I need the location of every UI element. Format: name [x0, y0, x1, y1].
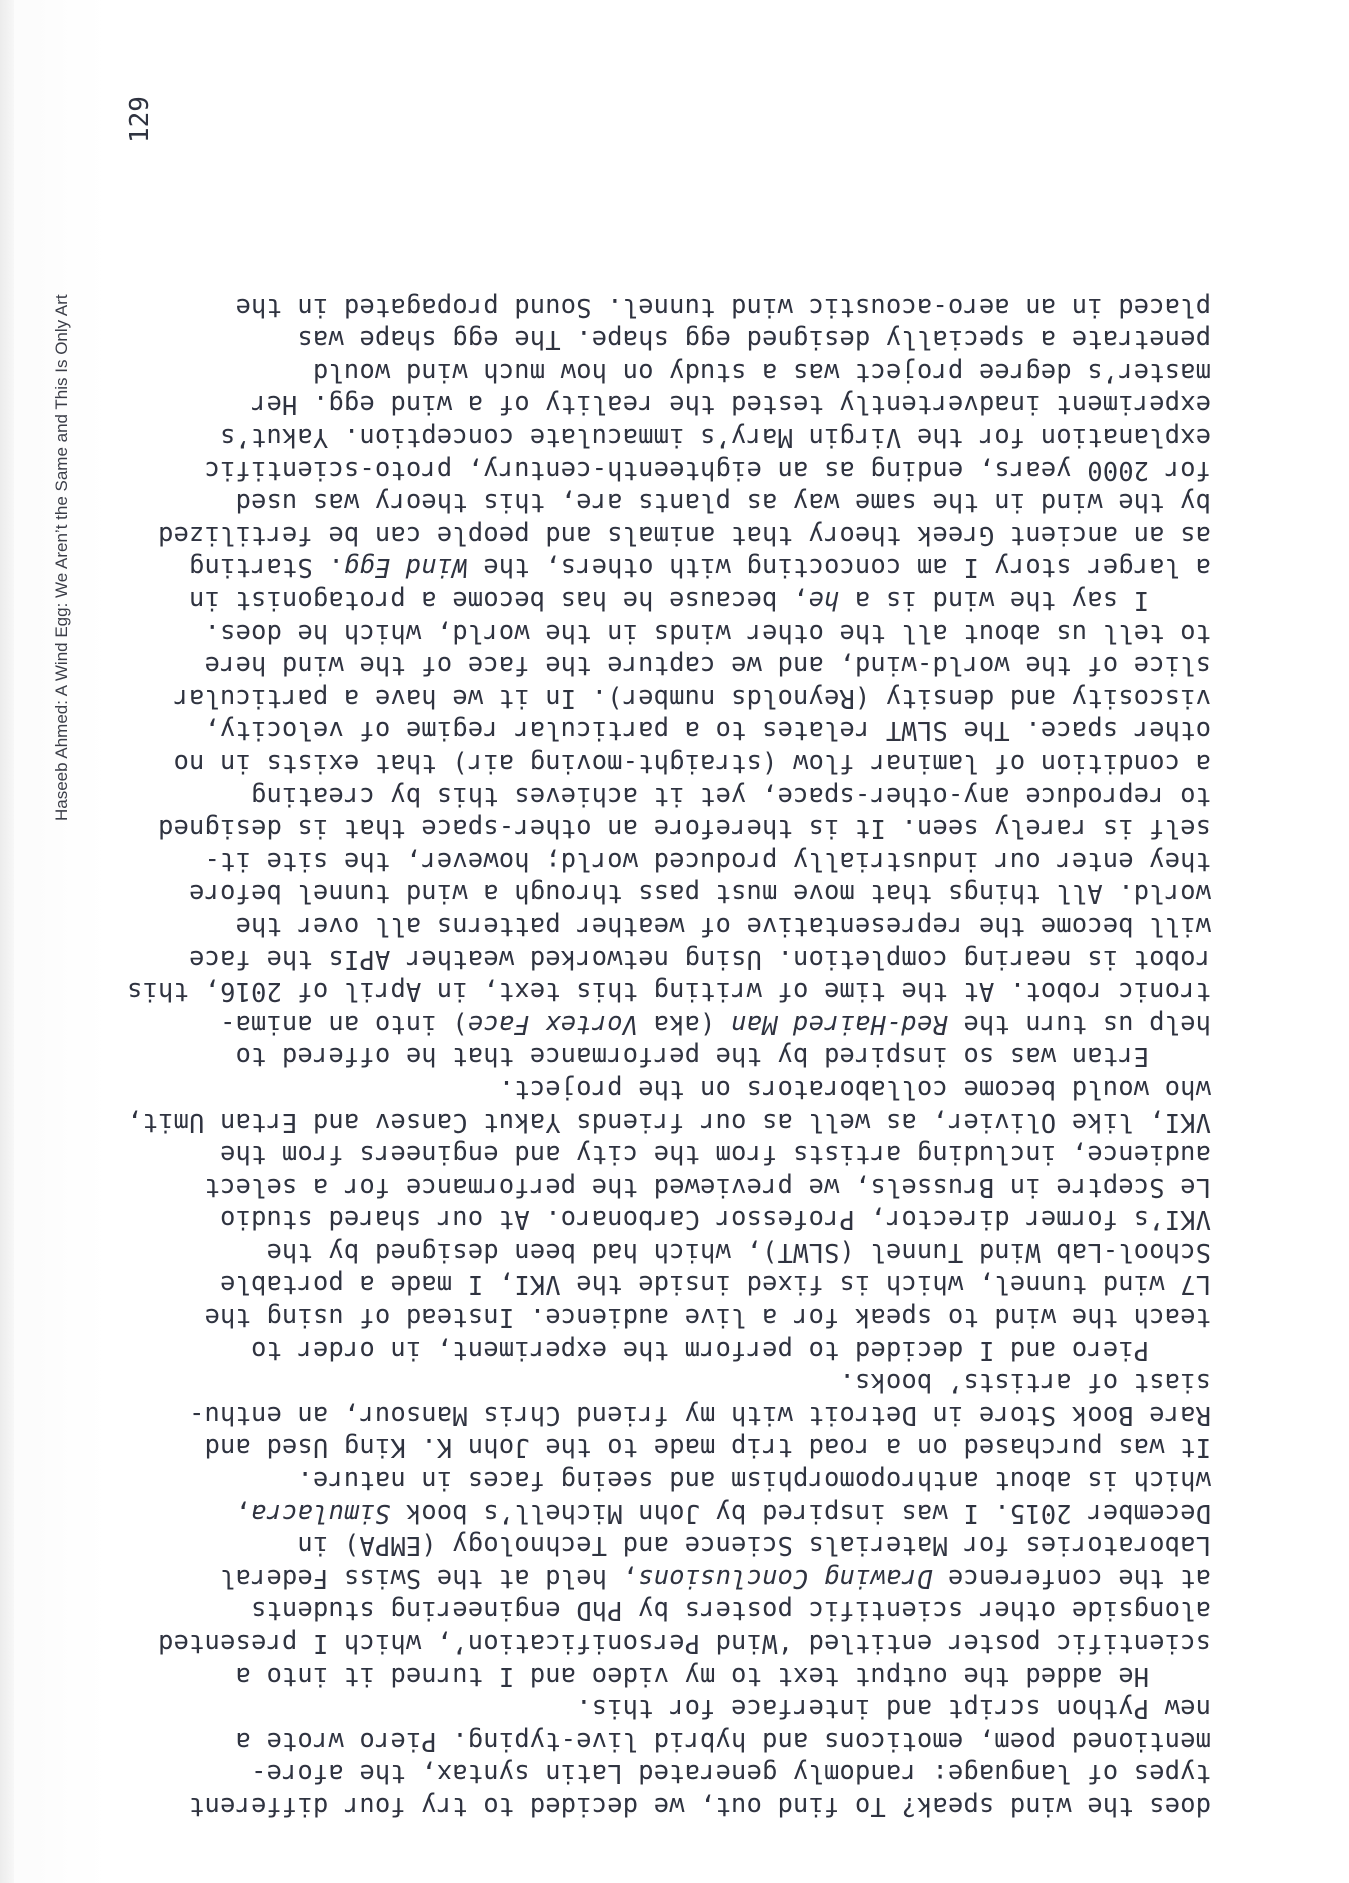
- text-line: alongside other scientific posters by PhD engineering students: [250, 1596, 1211, 1627]
- text-line: slice of the world-wind, and we capture the face of the wind here: [204, 651, 1211, 682]
- text-line: Rare Book Store in Detroit with my friend Chris Mansour, an enthu-: [188, 1400, 1211, 1431]
- text-line: VKI, like Olivier, as well as our friends Yakut Cansev and Ertan Umit,: [126, 1107, 1211, 1138]
- text-line: siast of artists’ books.: [839, 1368, 1211, 1399]
- text-line: VKI’s former director, Professor Carbonaro. At our shared studio: [219, 1205, 1211, 1236]
- text-line: Piero and I decided to perform the experiment, in order to: [250, 1335, 1211, 1366]
- text-line: It was purchased on a road trip made to the John K. King Used and: [204, 1433, 1211, 1464]
- text-line: does the wind speak? To find out, we decided to try four different: [188, 1792, 1211, 1822]
- text-line: master’s degree project was a study on how much wind would: [312, 357, 1211, 388]
- text-line: tronic robot. At the time of writing this text, in April of 2016, this: [126, 977, 1211, 1008]
- text-line: School-Lab Wind Tunnel (SLWT), which had been designed by the: [266, 1237, 1211, 1268]
- text-line: Le Sceptre in Brussels, we previewed the performance for a select: [204, 1172, 1211, 1203]
- text-line: L7 wind tunnel, which is fixed inside the VKI, I made a portable: [219, 1270, 1211, 1301]
- running-head: Haseeb Ahmed: A Wind Egg: We Aren’t the Same and This Is Only Art: [52, 294, 71, 821]
- text-line: to tell us about all the other winds in the world, which he does.: [204, 618, 1211, 649]
- text-line: self is rarely seen. It is therefore an other-space that is designed: [157, 814, 1211, 845]
- text-line: which is about anthropomorphism and seeing faces in nature.: [297, 1466, 1211, 1497]
- italic-title: Red-Haired Man: [730, 1009, 948, 1040]
- text-line: a larger story I am concocting with others, the Wind Egg. Starting: [188, 553, 1211, 584]
- text-line: they enter our industrially produced world; however, the site it-: [204, 846, 1211, 877]
- text-line: He added the output text to my video and I turned it into a: [235, 1661, 1211, 1692]
- text-line: types of language: randomly generated Latin syntax, the afore-: [250, 1759, 1211, 1790]
- text-line: placed in an aero-acoustic wind tunnel. Sound propagated in the: [235, 292, 1211, 323]
- text-line: December 2015. I was inspired by John Michell’s book Simulacra,: [235, 1498, 1211, 1529]
- text-line: as an ancient Greek theory that animals and people can be fertilized: [157, 520, 1211, 551]
- text-line: audience, including artists from the city and engineers from the: [219, 1140, 1211, 1171]
- text-line: scientific poster entitled ‘Wind Personification’, which I presented: [157, 1629, 1211, 1660]
- italic-title: Simulacra: [250, 1498, 391, 1529]
- text-line: to reproduce any-other-space, yet it achieves this by creating: [250, 781, 1211, 812]
- text-line: will become the representative of weather patterns all over the: [235, 911, 1211, 942]
- text-line: world. All things that move must pass through a wind tunnel before: [188, 879, 1211, 910]
- text-line: penetrate a specially designed egg shape. The egg shape was: [297, 325, 1211, 356]
- text-line: robot is nearing completion. Using networked weather APIs the face: [188, 944, 1211, 975]
- text-line: I say the wind is a he, because he has become a protagonist in: [188, 586, 1211, 617]
- italic-title: Drawing Conclusions: [637, 1563, 933, 1594]
- italic-title: Vortex Face: [467, 1009, 638, 1040]
- text-line: who would become collaborators on the project.: [498, 1074, 1211, 1105]
- italic-title: Wind Egg: [343, 553, 468, 584]
- text-line: explanation for the Virgin Mary’s immaculate conception. Yakut’s: [219, 423, 1211, 454]
- page-number: 129: [125, 96, 155, 143]
- text-line: other space. The SLWT relates to a particular regime of velocity,: [204, 716, 1211, 747]
- text-line: mentioned poem, emoticons and hybrid live-typing. Piero wrote a: [235, 1726, 1211, 1757]
- text-line: a condition of laminar flow (straight-moving air) that exists in no: [173, 749, 1211, 779]
- text-line: for 2000 years, ending as an eighteenth-century, proto-scientific: [204, 455, 1211, 486]
- text-line: Laboratories for Materials Science and Technology (EMPA) in: [297, 1531, 1211, 1562]
- text-line: new Python script and interface for this.: [576, 1694, 1211, 1725]
- italic-title: he: [808, 586, 840, 617]
- text-line: teach the wind to speak for a live audience. Instead of using the: [204, 1303, 1211, 1334]
- text-line: by the wind in the same way as plants are, this theory was used: [235, 488, 1211, 519]
- text-line: help us turn the Red-Haired Man (aka Vortex Face) into an anima-: [219, 1009, 1211, 1040]
- text-line: at the conference Drawing Conclusions, held at the Swiss Federal: [219, 1563, 1211, 1594]
- text-line: experiment inadvertently tested the reality of a wind egg. Her: [250, 390, 1211, 421]
- body-text: [105, 291, 1211, 1823]
- text-line: Ertan was so inspired by the performance that he offered to: [235, 1042, 1211, 1073]
- text-line: viscosity and density (Reynolds number). In it we have a particular: [173, 683, 1211, 714]
